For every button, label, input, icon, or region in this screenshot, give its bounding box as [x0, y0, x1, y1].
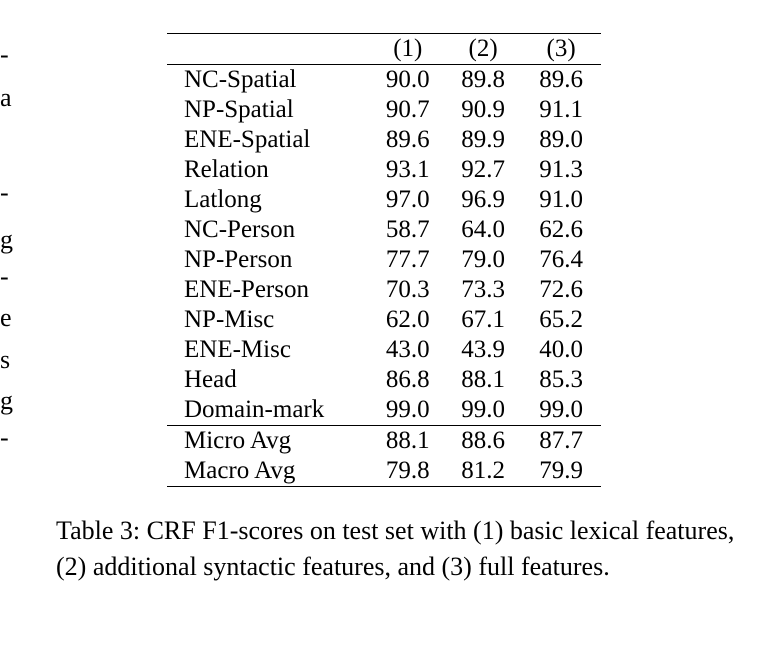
column-header-1: (1)	[371, 34, 445, 65]
table-row	[167, 275, 601, 305]
cell-value: 93.1	[385, 156, 430, 183]
cell-value: 87.7	[521, 426, 601, 457]
margin-fragment: -	[0, 178, 9, 207]
results-table	[167, 33, 601, 487]
table-row	[167, 395, 601, 426]
row-label: Macro Avg	[167, 456, 371, 487]
cell-value: 70.3	[385, 276, 430, 303]
margin-fragment: e	[0, 303, 12, 332]
cell-value: 91.1	[539, 96, 583, 123]
table-header-row	[167, 34, 601, 65]
table-row	[167, 185, 601, 215]
row-label: Micro Avg	[167, 426, 371, 457]
cell-value: 99.0	[461, 396, 505, 423]
table-caption: Table 3: CRF F1-scores on test set with (1) basic lexical features, (2) additional syntactic features, and (3) full features.	[56, 516, 735, 581]
cell-value: 77.7	[385, 246, 430, 273]
row-label: NC-Person	[184, 216, 296, 243]
row-label: ENE-Misc	[184, 336, 291, 363]
cell-value: 92.7	[461, 156, 505, 183]
table-row	[167, 155, 601, 185]
cell-value: 73.3	[461, 276, 505, 303]
cell-value: 90.7	[385, 96, 430, 123]
row-label: NP-Person	[184, 246, 293, 273]
cell-value: 43.0	[385, 336, 430, 363]
summary-row	[167, 456, 601, 487]
table-row	[167, 215, 601, 245]
cell-value: 62.6	[539, 216, 583, 243]
cell-value: 79.8	[371, 456, 445, 487]
table-row	[167, 365, 601, 395]
column-header-2: (2)	[445, 34, 521, 65]
row-label: NP-Spatial	[184, 96, 294, 123]
margin-fragment: g	[0, 386, 13, 415]
row-label: NP-Misc	[184, 306, 275, 333]
column-header-3: (3)	[521, 34, 601, 65]
table-row	[167, 335, 601, 365]
cell-value: 79.9	[521, 456, 601, 487]
cell-value: 91.0	[539, 186, 583, 213]
row-label: NC-Spatial	[184, 66, 297, 93]
cell-value: 90.9	[461, 96, 505, 123]
cell-value: 65.2	[539, 306, 583, 333]
cell-value: 86.8	[385, 366, 430, 393]
row-label: Relation	[184, 156, 269, 183]
cell-value: 89.9	[461, 126, 505, 153]
cell-value: 99.0	[539, 396, 583, 423]
cell-value: 85.3	[539, 366, 583, 393]
cell-value: 81.2	[445, 456, 521, 487]
row-label: ENE-Person	[184, 276, 309, 303]
cell-value: 58.7	[385, 216, 430, 243]
table-row	[167, 125, 601, 155]
cell-value: 91.3	[539, 156, 583, 183]
cell-value: 97.0	[385, 186, 430, 213]
table-row	[167, 95, 601, 125]
cell-value: 62.0	[385, 306, 430, 333]
cell-value: 88.6	[445, 426, 521, 457]
cell-value: 40.0	[539, 336, 583, 363]
margin-fragment: -	[0, 40, 9, 69]
cell-value: 88.1	[371, 426, 445, 457]
margin-fragment: -	[0, 423, 9, 452]
row-label: Head	[184, 366, 237, 393]
table-row	[167, 245, 601, 275]
margin-fragment: g	[0, 225, 13, 254]
table-row	[167, 305, 601, 335]
cell-value: 90.0	[385, 66, 430, 93]
margin-fragment: s	[0, 345, 11, 374]
cell-value: 88.1	[461, 366, 505, 393]
row-label: ENE-Spatial	[184, 126, 311, 153]
cell-value: 67.1	[461, 306, 505, 333]
column-header-label	[167, 34, 371, 65]
cell-value: 89.8	[461, 66, 505, 93]
margin-fragment: a	[0, 83, 12, 112]
cell-value: 64.0	[461, 216, 505, 243]
cell-value: 76.4	[539, 246, 583, 273]
cell-value: 89.6	[539, 66, 583, 93]
margin-fragment: -	[0, 262, 9, 291]
row-label: Domain-mark	[184, 396, 325, 423]
cell-value: 72.6	[539, 276, 583, 303]
cell-value: 79.0	[461, 246, 505, 273]
cell-value: 89.6	[385, 126, 430, 153]
table-row	[167, 65, 601, 96]
summary-row	[167, 426, 601, 457]
cell-value: 89.0	[539, 126, 583, 153]
row-label: Latlong	[184, 186, 262, 213]
cell-value: 96.9	[461, 186, 505, 213]
cell-value: 43.9	[461, 336, 505, 363]
cell-value: 99.0	[385, 396, 430, 423]
